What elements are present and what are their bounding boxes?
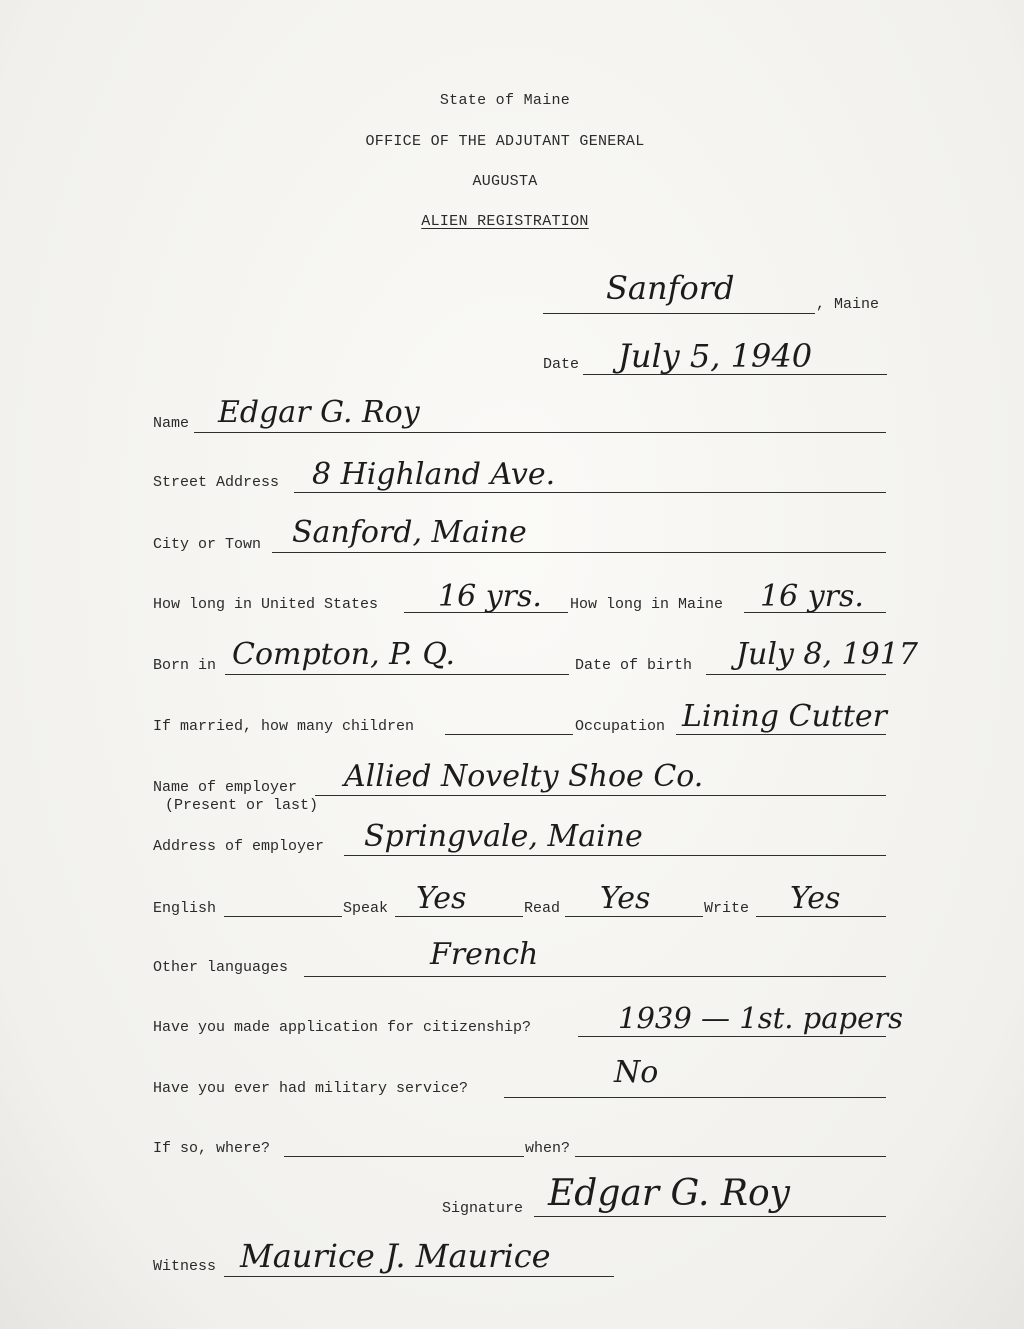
header-city: AUGUSTA [472, 173, 538, 190]
write-line [756, 916, 886, 917]
employer-value: Allied Novelty Shoe Co. [344, 759, 704, 794]
how-long-us-line [404, 612, 568, 613]
how-long-us-label: How long in United States [153, 596, 379, 613]
employer-note: (Present or last) [165, 797, 319, 814]
read-label: Read [524, 900, 561, 917]
employer-address-label: Address of employer [153, 838, 325, 855]
how-long-maine-label: How long in Maine [570, 596, 724, 613]
city-or-town-line [272, 552, 886, 553]
name-line [194, 432, 886, 433]
how-long-maine-value: 16 yrs. [760, 579, 864, 614]
english-label: English [153, 900, 217, 917]
maine-suffix-label: , Maine [816, 296, 880, 313]
when-label: when? [525, 1140, 571, 1157]
witness-value: Maurice J. Maurice [240, 1237, 551, 1275]
witness-line [224, 1276, 614, 1277]
signature-line [534, 1216, 886, 1217]
employer-line [315, 795, 886, 796]
speak-value: Yes [416, 881, 467, 916]
military-line [504, 1097, 886, 1098]
city-or-town-label: City or Town [153, 536, 262, 553]
date-of-birth-line [706, 674, 886, 675]
street-address-value: 8 Highland Ave. [312, 457, 556, 492]
date-line [583, 374, 887, 375]
town-line [543, 313, 815, 314]
citizenship-label: Have you made application for citizenship? [153, 1019, 532, 1036]
read-value: Yes [600, 881, 651, 916]
born-in-value: Compton, P. Q. [232, 637, 455, 672]
header-state: State of Maine [439, 92, 571, 109]
how-long-us-value: 16 yrs. [438, 579, 542, 614]
employer-label: Name of employer [153, 779, 298, 796]
city-or-town-value: Sanford, Maine [292, 515, 527, 550]
english-line [224, 916, 342, 917]
date-label: Date [543, 356, 580, 373]
employer-address-line [344, 855, 886, 856]
write-value: Yes [790, 881, 841, 916]
citizenship-value: 1939 — 1st. papers [618, 1001, 903, 1035]
name-label: Name [153, 415, 190, 432]
if-so-where-label: If so, where? [153, 1140, 271, 1157]
date-of-birth-value: July 8, 1917 [736, 637, 918, 672]
other-languages-value: French [430, 937, 539, 972]
header-office: OFFICE OF THE ADJUTANT GENERAL [365, 133, 645, 150]
other-languages-label: Other languages [153, 959, 289, 976]
occupation-label: Occupation [575, 718, 666, 735]
street-address-label: Street Address [153, 474, 280, 491]
form-title: ALIEN REGISTRATION [421, 213, 589, 230]
military-value: No [614, 1055, 659, 1090]
how-long-maine-line [744, 612, 886, 613]
other-languages-line [304, 976, 886, 977]
speak-label: Speak [343, 900, 389, 917]
born-in-label: Born in [153, 657, 217, 674]
where-line [284, 1156, 524, 1157]
name-value: Edgar G. Roy [218, 395, 420, 430]
signature-label: Signature [442, 1200, 524, 1217]
street-address-line [294, 492, 886, 493]
date-value: July 5, 1940 [618, 337, 813, 375]
date-of-birth-label: Date of birth [575, 657, 693, 674]
read-line [565, 916, 703, 917]
born-in-line [225, 674, 569, 675]
children-line [445, 734, 573, 735]
occupation-value: Lining Cutter [682, 699, 887, 734]
employer-address-value: Springvale, Maine [364, 819, 643, 854]
town-value: Sanford [606, 269, 735, 307]
speak-line [395, 916, 523, 917]
occupation-line [676, 734, 886, 735]
children-label: If married, how many children [153, 718, 415, 735]
signature-value: Edgar G. Roy [548, 1173, 790, 1214]
witness-label: Witness [153, 1258, 217, 1275]
when-line [575, 1156, 886, 1157]
military-label: Have you ever had military service? [153, 1080, 469, 1097]
citizenship-line [578, 1036, 886, 1037]
write-label: Write [704, 900, 750, 917]
